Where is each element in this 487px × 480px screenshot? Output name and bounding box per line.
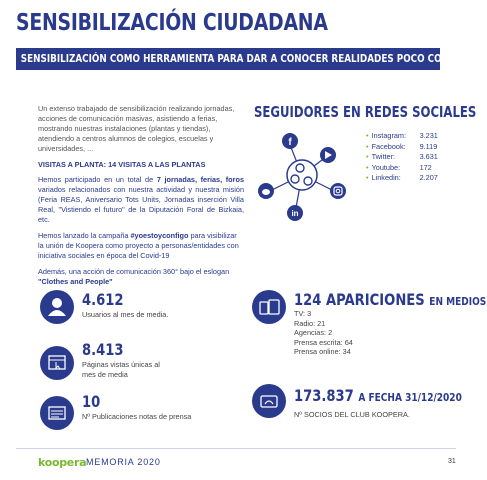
- koopera-logo: koopera: [38, 456, 87, 469]
- campaign-hashtag: #yoestoyconfigo: [130, 230, 189, 240]
- newspaper-icon: [40, 396, 74, 430]
- youtube-icon: [320, 147, 336, 163]
- campaign-text-post: para visibilizar la unión de Koopera como proyecto a personas/entidades con iniciativa sociales en época del Covid-19: [38, 230, 239, 260]
- events-text-post: variados relacionados con nuestra actividad y nuestra misión (Feria REAS, Aniversario Tots Units, Jornadas inserción Villa Real, "Vistiendo el futuro" de la Diputación Foral de Bizkaia, etc.: [38, 185, 244, 225]
- web-browser-icon: [40, 346, 74, 380]
- banner-text: SENSIBILIZACIÓN COMO HERRAMIENTA PARA DAR A CONOCER REALIDADES POCO CONOCIDAS: [20, 52, 487, 65]
- visits-desc: Páginas vistas únicas al mes de media: [82, 360, 160, 379]
- users-icon: [40, 290, 74, 324]
- social-row-linkedin: • Linkedin: 2.207: [366, 173, 438, 182]
- instagram-icon: [330, 183, 346, 199]
- media-breakdown: [294, 309, 353, 357]
- events-bold: 7 jornadas, ferias, foros: [156, 175, 244, 185]
- campaign-text: Hemos lanzado la campaña: [38, 230, 131, 240]
- media-line-radio: Radio: 21: [294, 318, 326, 328]
- social-title: SEGUIDORES EN REDES SOCIALES: [254, 103, 477, 121]
- members-desc: Nº SOCIOS DEL CLUB KOOPERA.: [294, 410, 410, 419]
- media-line-prensa-escrita: Prensa escrita: 64: [294, 337, 353, 347]
- media-count: 124 APARICIONES: [294, 290, 425, 309]
- social-followers-list: [366, 131, 438, 184]
- facebook-icon: [282, 133, 298, 149]
- media-number: [294, 290, 486, 309]
- left-column: [38, 104, 244, 293]
- page-number: 31: [448, 458, 456, 465]
- members-count: 173.837: [294, 386, 354, 405]
- social-row-facebook: • Facebook: 9.119: [366, 141, 438, 151]
- media-suffix: EN MEDIOS: [429, 295, 487, 308]
- social-row-twitter: • Twitter: 3.631: [366, 152, 438, 161]
- social-row-youtube: • Youtube: 172: [366, 162, 432, 172]
- svg-text:in: in: [291, 209, 299, 218]
- svg-text:f: f: [288, 137, 292, 148]
- media-devices-icon: [252, 290, 286, 324]
- media-line-tv: TV: 3: [294, 309, 312, 318]
- visits-heading: VISITAS A PLANTA: 14 VISITAS A LAS PLANTAS: [38, 159, 206, 169]
- visits-number: 8.413: [82, 340, 124, 359]
- subtitle-banner: [16, 48, 487, 70]
- footer-divider: [16, 448, 456, 449]
- media-line-prensa-online: Prensa online: 34: [294, 347, 351, 356]
- twitter-icon: [258, 183, 274, 199]
- action-paragraph: [38, 267, 244, 287]
- users-number: 4.612: [82, 290, 124, 309]
- footer-memoria: MEMORIA 2020: [86, 457, 161, 467]
- news-number: 10: [82, 392, 101, 411]
- linkedin-icon: [287, 205, 303, 221]
- intro-paragraph: Un extenso trabajado de sensibilización realizando jornadas, acciones de comunicación masivas, asistiendo a ferias, mostrando nuestras instalaciones (plantas y tiendas), atendiendo a centros alumnos de colegios, escuelas y universidades, ...: [38, 104, 235, 153]
- users-desc: Usuarios al mes de media.: [82, 310, 169, 319]
- social-network-graphic: [250, 125, 362, 225]
- action-text: Además, una acción de comunicación 360° bajo el eslogan: [38, 266, 230, 276]
- members-number: [294, 386, 462, 405]
- action-slogan: "Clothes and People": [38, 276, 113, 286]
- media-line-agencias: Agencias: 2: [294, 328, 333, 337]
- campaign-paragraph: [38, 231, 244, 261]
- page-title: SENSIBILIZACIÓN CIUDADANA: [16, 10, 328, 36]
- members-suffix: A FECHA 31/12/2020: [358, 391, 462, 404]
- news-desc: Nº Publicaciones notas de prensa: [82, 412, 192, 421]
- events-paragraph: [38, 175, 244, 225]
- social-row-instagram: • Instagram: 3.231: [366, 131, 438, 140]
- member-card-icon: [252, 384, 286, 418]
- events-text: Hemos participado en un total de: [38, 175, 157, 185]
